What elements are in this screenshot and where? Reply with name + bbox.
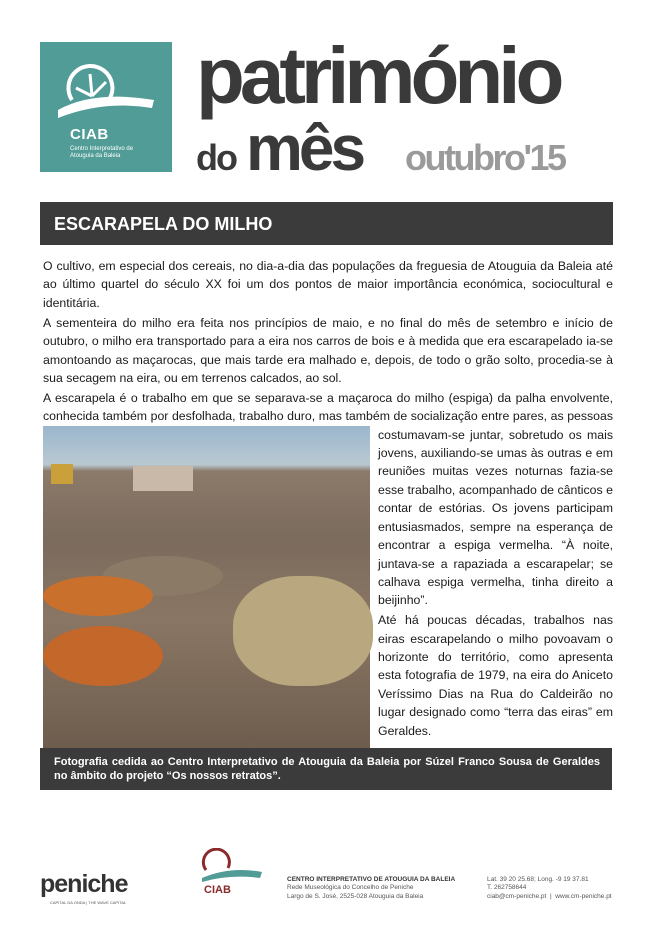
ciab-emblem-icon: [54, 60, 158, 122]
footer-contact-block: [487, 876, 612, 901]
title-patrimonio: património: [196, 31, 560, 120]
paragraph: A sementeira do milho era feita nos princípios de maio, e no final do mês de setembro e início de outubro, o milho era transportado para a eira nos carros de bois e à medida que era escarapelado ia-se amontoando as maçarocas, que mais tarde era malhado e, depois, de todo o grão solto, procedia-se à sua secagem na eira, ou em terrenos calcados, ao sol.: [43, 315, 613, 385]
paragraph: O cultivo, em especial dos cereais, no dia-a-dia das populações da freguesia de Atouguia da Baleia até ao último quartel do século XX foi um dos pontos de maior importância económica, sociocultural e identitária.: [43, 259, 613, 310]
title-mes: mês: [246, 112, 363, 184]
footer-network: Rede Museológica do Concelho de Peniche: [287, 884, 414, 892]
footer-coords: Lat. 39 20 25.68; Long. -9 19 37.81: [487, 876, 589, 883]
title-do: do: [196, 137, 236, 178]
ciab-footer-abbr: CIAB: [204, 884, 231, 896]
footer-phone: T. 262758644: [487, 884, 527, 892]
edition-label: outubro'15: [405, 137, 565, 178]
footer-institution-block: [287, 876, 455, 901]
photo-caption: Fotografia cedida ao Centro Interpretativo de Atouguia da Baleia por Súzel Franco Sousa de Geraldes no âmbito do projeto “Os nossos retratos”.: [54, 756, 600, 782]
article-heading: ESCARAPELA DO MILHO: [54, 214, 273, 234]
photo-caption-bar: [40, 748, 612, 790]
paragraph: A escarapela é o trabalho em que se separava-se a maçaroca do milho (espiga) da palha envolvente, conhecida também por desfolhada, trabalho duro, mas também de socialização entre pares, as pessoas costumavam-se juntar, sobretudo os mais jovens, auxiliando-se umas às outras e em reuniões muitas vezes noturnas fazia-se esse trabalho, acompanhado de cânticos e contar de estórias. Os jovens participam entusiasmados, sempre na esperança de encontrar a espiga vermelha. “À noite, juntava-se a rapaziada a escarapelar; se calhava espiga vermelha, tinha direito a beijinho”.: [43, 390, 613, 608]
article-body: [43, 257, 613, 748]
peniche-logo: peniche: [40, 870, 128, 898]
footer-contacts[interactable]: ciab@cm-peniche.pt | www.cm-peniche.pt: [487, 892, 612, 900]
ciab-emblem-icon: [200, 848, 264, 884]
ciab-footer-logo: [200, 848, 264, 896]
footer-address: Largo de S. José, 2525-028 Atouguia da Baleia: [287, 892, 424, 900]
logo-subtitle: Centro Interpretativo de Atouguia da Baleia: [70, 146, 134, 159]
article-photo: [43, 426, 370, 748]
article-heading-bar: [40, 202, 613, 245]
peniche-tagline: CAPITAL DA ONDA | THE WAVE CAPITAL: [50, 900, 127, 905]
footer-institution: CENTRO INTERPRETATIVO DE ATOUGUIA DA BALEIA: [287, 876, 456, 883]
paragraph: Até há poucas décadas, trabalhos nas eiras escarapelando o milho povoavam o horizonte do território, como apresenta esta fotografia de 1979, na eira do Aniceto Veríssimo Dias na Rua do Caldeirão no lugar designado como “terra das eiras” em Geraldes.: [378, 613, 613, 738]
logo-abbr: CIAB: [70, 126, 109, 143]
ciab-logo: [40, 42, 172, 172]
